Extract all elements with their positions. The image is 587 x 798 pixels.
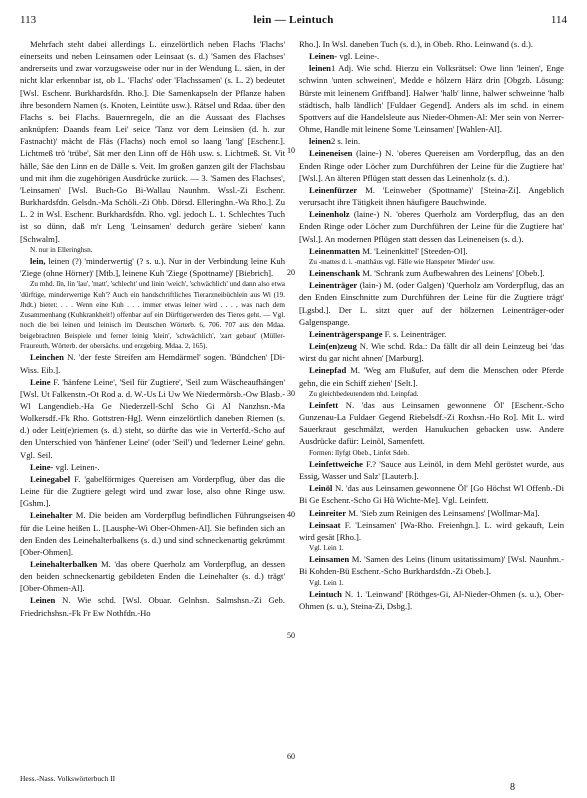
entry-body: F.? 'Sauce aus Leinöl, in dem Mehl geröstet wurde, aus Essig, Wasser und Salz' [Lauterb.]. <box>299 458 564 482</box>
right-column <box>299 38 564 612</box>
entry-headword: Leinehalter <box>30 510 73 521</box>
entry-body: M. 'Sieb zum Reinigen des Leinsamens' [Wollmar-Ma]. <box>346 507 540 518</box>
entry-text: Vgl. Lein 1. <box>309 578 344 587</box>
dictionary-entry <box>20 558 285 594</box>
entry-body: vgl. Leine-. <box>337 51 380 62</box>
page-number-left: 113 <box>20 14 37 26</box>
left-column <box>20 38 285 619</box>
entry-body: N. Wie schd. Rda.: Da fällt dir all dein Leinzeug bei 'das wirst du gar nicht ahnen' [Marburg]. <box>299 341 564 364</box>
entry-headword: leinen <box>309 63 331 74</box>
line-number: 60 <box>287 752 295 761</box>
line-number: 20 <box>287 268 295 277</box>
entry-headword: Leineneisen <box>309 148 353 159</box>
entry-headword: Leinen <box>30 595 56 606</box>
entry-body: (laine-) N. 'oberes Querholz am Vorderpflug, das an den Enden Ringe oder Löcher zum Durchführen der Leine für die Zugtiere hat' [Wsl.]. An modernen Pflügen statt dessen das Leineneisen (s. d.). <box>299 209 564 244</box>
running-title: lein — Leintuch <box>253 14 334 26</box>
dictionary-entry <box>299 184 564 208</box>
entry-text: Zu -mattes d. i. -matthäus vgl. Fälle wie Hanspeter 'Mieder' usw. <box>309 257 495 266</box>
entry-body: 2 s. lein. <box>330 136 361 147</box>
entry-headword: lein, <box>30 255 46 266</box>
entry-body: (laine-) N. 'oberes Quereisen am Vorderpflug, das an den Enden Ringe oder Löcher zum Durchführen der Leine für die Zugtiere hat' [Wsl.]. An älteren Pflügen statt dessen das Leinenholz (s. d.). <box>299 148 564 183</box>
dictionary-entry <box>20 509 285 558</box>
dictionary-entry <box>20 461 285 473</box>
dictionary-entry <box>20 376 285 461</box>
dictionary-entry <box>299 399 564 448</box>
entry-headword: Leine- <box>30 461 54 472</box>
footer-imprint: Hess.-Nass. Volkswörterbuch II <box>20 774 116 783</box>
entry-body: M. 'das obere Querholz am Vorderpflug, an dessen den beiden schneckenartig gebildeten Enden die Leinehalter (s. d.) trägt' [Ober-Ohmen-Al]. <box>20 559 285 594</box>
entry-headword: Lein(en)zeug <box>309 341 357 352</box>
dictionary-entry <box>299 328 564 340</box>
entry-headword: Leinchen <box>30 352 64 363</box>
entry-text: Zu gleichbedeutendem nhd. Leinpfad. <box>309 389 419 398</box>
entry-body: M. 'Samen des Leins (linum usitatissimum)' [Wsl. Naunhm.-Bi Kohden-Bü Eschenr.-Scho Burkhardsfdn.-Zi Obeb.]. <box>299 554 564 577</box>
entry-text: Formen: lîyfgt Obeb., Linfet Sdeb. <box>309 448 410 457</box>
entry-headword: Leinenholz <box>309 209 350 220</box>
entry-headword: Leinöl <box>309 483 333 494</box>
line-number: 10 <box>287 146 295 155</box>
dictionary-entry <box>299 267 564 279</box>
entry-body: N. 1. 'Leinwand' [Röthges-Gi, Al-Nieder-Ohmen (s. u.), Ober-Ohmen (s. u.), Steina-Zi, Dsbg.]. <box>299 588 564 612</box>
entry-headword: Leinsamen <box>309 554 350 565</box>
entry-text: Rho.]. In Wsl. daneben Tuch (s. d.), in Obeb. Rho. Leinwand (s. d.). <box>299 39 533 49</box>
dictionary-entry <box>20 473 285 509</box>
line-number: 50 <box>287 631 295 640</box>
dictionary-entry <box>299 458 564 482</box>
entry-headword: Leinfett <box>309 399 339 410</box>
entry-body: M. 'Weg am Flußufer, auf dem die Menschen oder Pferde gehn, die ein Schiff ziehen' [Selt.]. <box>299 365 564 388</box>
entry-body: N. 'der feste Streifen am Hemdärmel' sogen. 'Bündchen' [Di-Wiss. Eib.]. <box>20 352 285 375</box>
entry-body: leinen (?) 'minderwertig' (? s. u.). Nur in der Verbindung leine Kuh 'Ziege (ohne Hörner)' [Mtb.], leinene Kuh 'Ziege (Spottname)' [Biebrich]. <box>20 255 285 279</box>
dictionary-entry <box>299 340 564 364</box>
dictionary-entry <box>299 245 564 257</box>
line-number: 40 <box>287 510 295 519</box>
entry-headword: Leine <box>30 376 51 387</box>
signature-mark: 8 <box>510 782 515 793</box>
dictionary-entry <box>299 147 564 183</box>
dictionary-entry <box>20 594 285 618</box>
entry-body: M. 'Leinenkittel' [Steeden-Ol]. <box>360 245 468 256</box>
dictionary-entry <box>20 351 285 375</box>
entry-text: N. nur in Elleringhsn. <box>30 245 93 254</box>
entry-body: N. 'das aus Leinsamen gewonnene Öl' [Eschenr.-Scho Gunzenau-La Fuldaer Gegend Riebelsdf.-Zi Roxhsn.-Ho Ro]. Mit L. wird Sauerkraut geschmälzt, werden Hanukuchen gebacken usw. Andere Ausdrücke dafür: Leinöl, Samenfett. <box>299 399 564 447</box>
entry-headword: Leinehalterbalken <box>30 559 98 569</box>
entry-text: Mehrfach steht dabei allerdings L. einzelörtlich neben Flachs 'Flachs' einerseits und neben Leinsamen oder Leinsaat (s. d.) 'Samen des Flachses' andrerseits und zwar vorzugsweise oder nur in der Wendung L. säen, in der nicht klar erkennbar ist, ob L. 'Flachs' oder 'Flachssamen' (s. L. 2) bedeutet [Wsl. Eschenr. Burkhardsfdn. Rho.]. Die Samenkapseln der Pflanze haben ihre besondern Namen (s. Knoten, Leintüte usw.). Rätsel und Rdaa. über den Flachs s. bei Flachs. Bauernregeln, die an die Aussaat des Flachses anknüpfen: Daands feam Lei' seice 'Tanz vor dem Leinsäen (d. h. zur Fastnacht)' mächt de Fläs (Flachs) noch emol so laang 'lang' [Eschenr.]. Lichtmeß trö 'trübe', Sät mer den Linn off de Höh usw. s. Lichtmeß. St. Vit hälle, Säe den Linn en de Dälle s. Veit. Im großen ganzen gilt der Flachsbau und mit ihm die zugehörigen Ausdrücke zurück. — 3. 'Samen des Flachses', 'Leinsamen' [Wsl. Buch-Go Bi-Wallau Naunhm. Wssl.-Zi Eschenr. Burkhardsfdn. Gelsdn.-Ma Schöli.-Zi Obb. Dörsd. Elleringhn.-Wa Rho.]. Zu L. 2 in Wsl. Eschenr. Burkhardsfdn. Rho. vgl. jedoch L. 1. Schlechtes Tuch ist so dünn, daß m'r Leng 'Leinsamen' dedurch geräre 'sieben' kann [Schwalm]. <box>20 39 285 244</box>
running-header <box>0 14 587 30</box>
entry-body: F. 'gabelförmiges Quereisen am Vorderpflug, über das die Leine für die Zugtiere gelegt wird und zwar lose, also ohne Ringe usw. [Gshm.]. <box>20 473 285 509</box>
dictionary-entry <box>299 50 564 62</box>
entry-body: F. 'hänfene Leine', 'Seil für Zugtiere', 'Seil zum Wäscheaufhängen' [Wsl. Ut Falkenstn.-Ot Rod a. d. W.-Us Li Uw We Niedermörsb.-Ow Blasb.-Wl Langendieb.-Ha Ge Niederzell-Schl Scho Gi Al Nanzhsn.-Ma Wolkersdf.-Fk Rho. Gottstren-Hg]. Wenn einzelörtlich daneben Riemen (s. d.) oder Leit(e)riemen (s. d.) steht, so dürfte das wie in Verterfd.-Scho auf den Unterschied von 'hänfener Leine' (oder 'Seil') und 'lederner Leine' gehn. Vgl. Seil. <box>20 376 285 460</box>
entry-body: M. Die beiden am Vorderpflug befindlichen Führungseisen für die Leine heißen L. [Lausphe-Wi Ober-Ohmen-Al]. Sie befinden sich an den Enden des Leinehalterbalkens (s. d.) und sind schneckenartig gekrümmt [Ober-Ohmen]. <box>20 510 285 557</box>
dictionary-entry <box>299 364 564 388</box>
line-number: 30 <box>287 389 295 398</box>
entry-body: N. 'das aus Leinsamen gewonnene Öl' [Go Höchst Wl Offenb.-Di Bi Ge Eschenr.-Scho Gi Hü Wichte-Me]. Vgl. Leinfett. <box>299 483 564 506</box>
entry-text: Vgl. Lein 1. <box>309 543 344 552</box>
page-number-right: 114 <box>550 14 567 26</box>
entry-headword: Leinsaat <box>309 519 341 530</box>
dictionary-entry <box>299 208 564 244</box>
entry-body: M. 'Leinweber (Spottname)' [Steina-Zi]. Angeblich verursacht ihre Tätigkeit ihnen häufigere Bauchwinde. <box>299 184 564 208</box>
entry-headword: Leinfettweiche <box>309 458 363 469</box>
entry-body: vgl. Leinen-. <box>53 461 100 472</box>
dictionary-entry <box>299 482 564 506</box>
dictionary-entry <box>299 507 564 519</box>
entry-headword: Leinenfürzer <box>309 184 358 195</box>
dictionary-entry <box>299 62 564 135</box>
entry-headword: leinen <box>309 136 331 147</box>
dictionary-entry <box>299 588 564 612</box>
entry-headword: Leinepfad <box>309 365 347 376</box>
entry-headword: Leinegabel <box>30 473 71 484</box>
entry-headword: Leinenschank <box>309 268 361 279</box>
entry-body: M. 'Schrank zum Aufbewahren des Leinens' [Obeb.]. <box>360 268 545 279</box>
entry-headword: Leintuch <box>309 588 342 599</box>
dictionary-entry <box>299 135 564 147</box>
entry-text: Zu mhd. lîn, lin 'lau', 'matt', 'schlecht' und linin 'weich', 'schwächlich' und dann also etwa 'dürftige, minderwertige Kuh'? Auch ein handschriftliches Tierarzneibüchlein aus Wi (19. Jhdt.) bietet: . . . Wenn eine Kuh . . . immer etwas leiner wird . . . , was nach dem Zusammenhang (Kuhkrankheit!) offenbar auf ein Dürftigerwerden des Tieres geht. — Vgl. noch die bei leinen und leinisch im Deutschen Wörterb. 6, 706. 707 aus den Mdaa. beigebrachten Beispiele und ferner leinig 'klein', 'schwächlich', 'zart gebaut' (Müller-Fraureuth, Wörterb. der obersächs. und erzgebirg. Mdaa. 2, 165). <box>20 280 285 351</box>
dictionary-entry <box>299 553 564 577</box>
entry-headword: Leinen- <box>309 51 338 62</box>
entry-headword: Leinenmatten <box>309 245 361 256</box>
dictionary-entry <box>299 279 564 328</box>
entry-body: N. Wie schd. [Wsl. Obuar. Gelnhsn. Salmshsn.-Zi Geb. Friedrichshsn.-Fk Fr Ew Nothfdn.-Ho <box>20 595 285 618</box>
entry-body: (lain-) M. (oder Galgen) 'Querholz am Vorderpflug, das an den Enden Einschnitte zum Durchführen der Leine für die Zugtiere trägt' [Lgsbd.]. Der L. sitzt quer auf der hölzernen Leinenträger-oder Galgenspange. <box>299 280 564 327</box>
entry-headword: Leinenträger <box>309 280 358 291</box>
entry-headword: Leinenträgerspange <box>309 328 383 339</box>
dictionary-entry <box>299 519 564 543</box>
entry-body: F. 'Leinsamen' [Wa-Rho. Freienhgn.]. L. wird gekauft, Lein wird gesät [Rho.]. <box>299 519 564 542</box>
dictionary-entry <box>20 255 285 279</box>
entry-body: 1 Adj. Wie schd. Hierzu ein Volksrätsel: Owe linn 'leinen', Enge schwinn 'unten schweinen', Medde e hölzern Härz drin [Obgzb. Lösung: Bürste mit leinenem Griffband]. Halwer 'halb' linne, halwer schweinne 'halb städtisch, halb ländlich' [Fuldaer Gegend]. Anders als im schd. in einem Spottvers auf die Handelsleute aus Nieder-Ohmen-Al: Mer sein von Nerrer-Ohme, Handle mit leinene Some 'Leinsamen' [Wahlen-Al]. <box>299 63 564 135</box>
entry-headword: Leinreiter <box>309 507 347 518</box>
entry-body: F. s. Leinenträger. <box>382 328 447 339</box>
